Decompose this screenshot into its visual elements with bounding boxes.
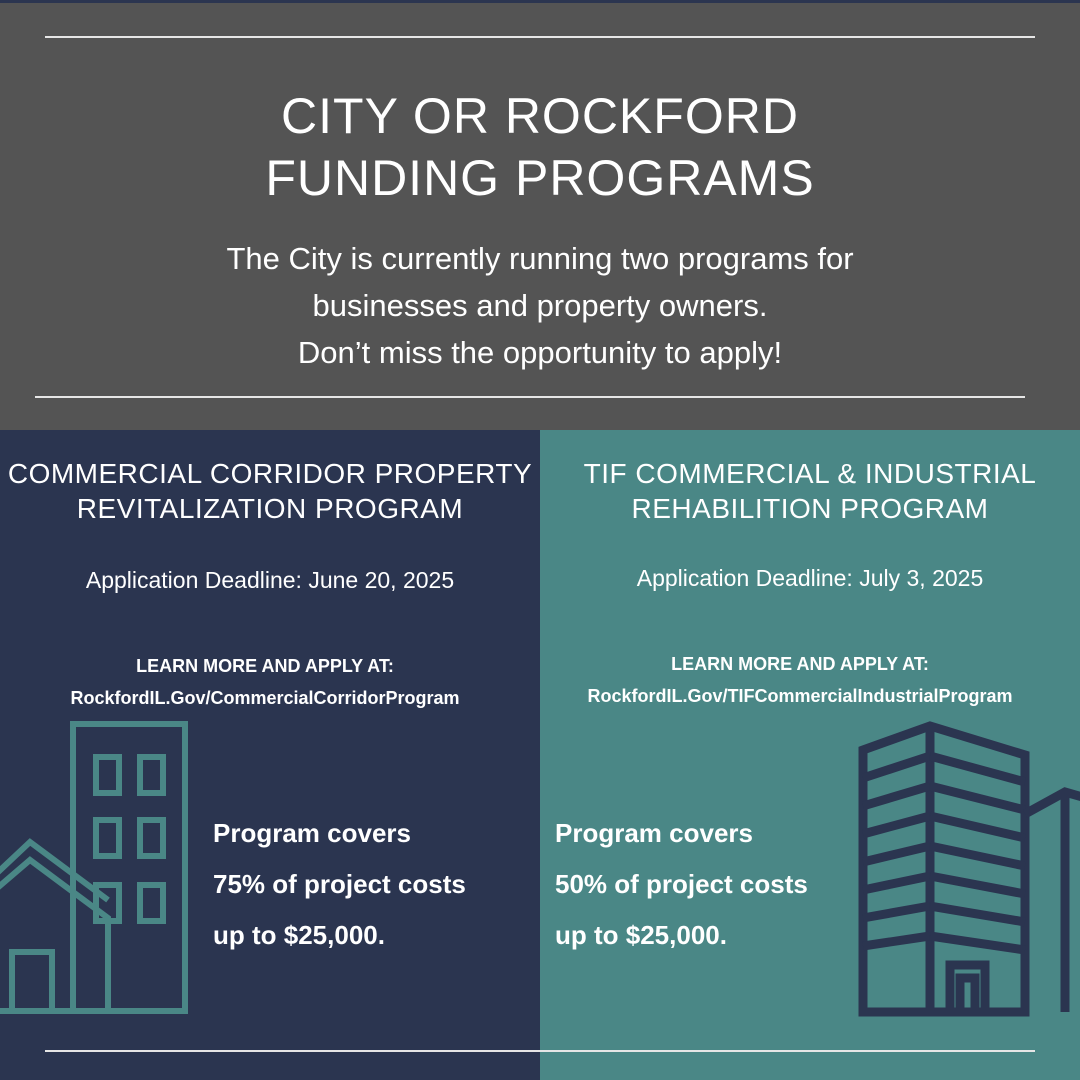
building-house-outline-icon <box>0 430 540 1080</box>
intro-line1: The City is currently running two programs for <box>226 241 854 276</box>
learn-more-label: LEARN MORE AND APPLY AT: <box>136 656 394 676</box>
intro-text <box>0 235 1080 376</box>
learn-more-block <box>540 648 1070 712</box>
coverage-line3: up to $25,000. <box>555 920 727 950</box>
page-title-line1: CITY OR ROCKFORD <box>281 88 799 144</box>
program-title-line2: REVITALIZATION PROGRAM <box>76 493 464 524</box>
intro-line3: Don’t miss the opportunity to apply! <box>297 335 783 370</box>
coverage-line3: up to $25,000. <box>213 920 385 950</box>
program-panel-tif-commercial-industrial <box>540 430 1080 1080</box>
footer-divider <box>45 1050 1035 1052</box>
program-url-link[interactable]: RockfordIL.Gov/CommercialCorridorProgram <box>70 688 460 708</box>
program-coverage <box>213 808 466 961</box>
header-top-divider <box>45 36 1035 38</box>
learn-more-label: LEARN MORE AND APPLY AT: <box>671 654 929 674</box>
program-title-line1: COMMERCIAL CORRIDOR PROPERTY <box>7 458 533 489</box>
header-section <box>0 3 1080 430</box>
program-url-link[interactable]: RockfordIL.Gov/TIFCommercialIndustrialProgram <box>587 686 1013 706</box>
application-deadline: Application Deadline: July 3, 2025 <box>636 565 984 591</box>
coverage-line1: Program covers <box>555 818 753 848</box>
program-title-line1: TIF COMMERCIAL & INDUSTRIAL <box>583 458 1037 489</box>
program-panel-commercial-corridor <box>0 430 540 1080</box>
program-title-line2: REHABILITION PROGRAM <box>631 493 989 524</box>
skyscraper-outline-icon <box>540 430 1080 1080</box>
program-title-commercial-corridor <box>0 456 540 526</box>
program-coverage <box>555 808 808 961</box>
program-title-tif-commercial-industrial <box>540 456 1080 526</box>
coverage-line2: 50% of project costs <box>555 869 808 899</box>
application-deadline: Application Deadline: June 20, 2025 <box>85 567 455 593</box>
learn-more-block <box>0 650 535 714</box>
intro-line2: businesses and property owners. <box>312 288 768 323</box>
header-bottom-divider <box>35 396 1025 398</box>
coverage-line2: 75% of project costs <box>213 869 466 899</box>
coverage-line1: Program covers <box>213 818 411 848</box>
page-title-line2: FUNDING PROGRAMS <box>265 150 815 206</box>
page-title <box>0 85 1080 209</box>
